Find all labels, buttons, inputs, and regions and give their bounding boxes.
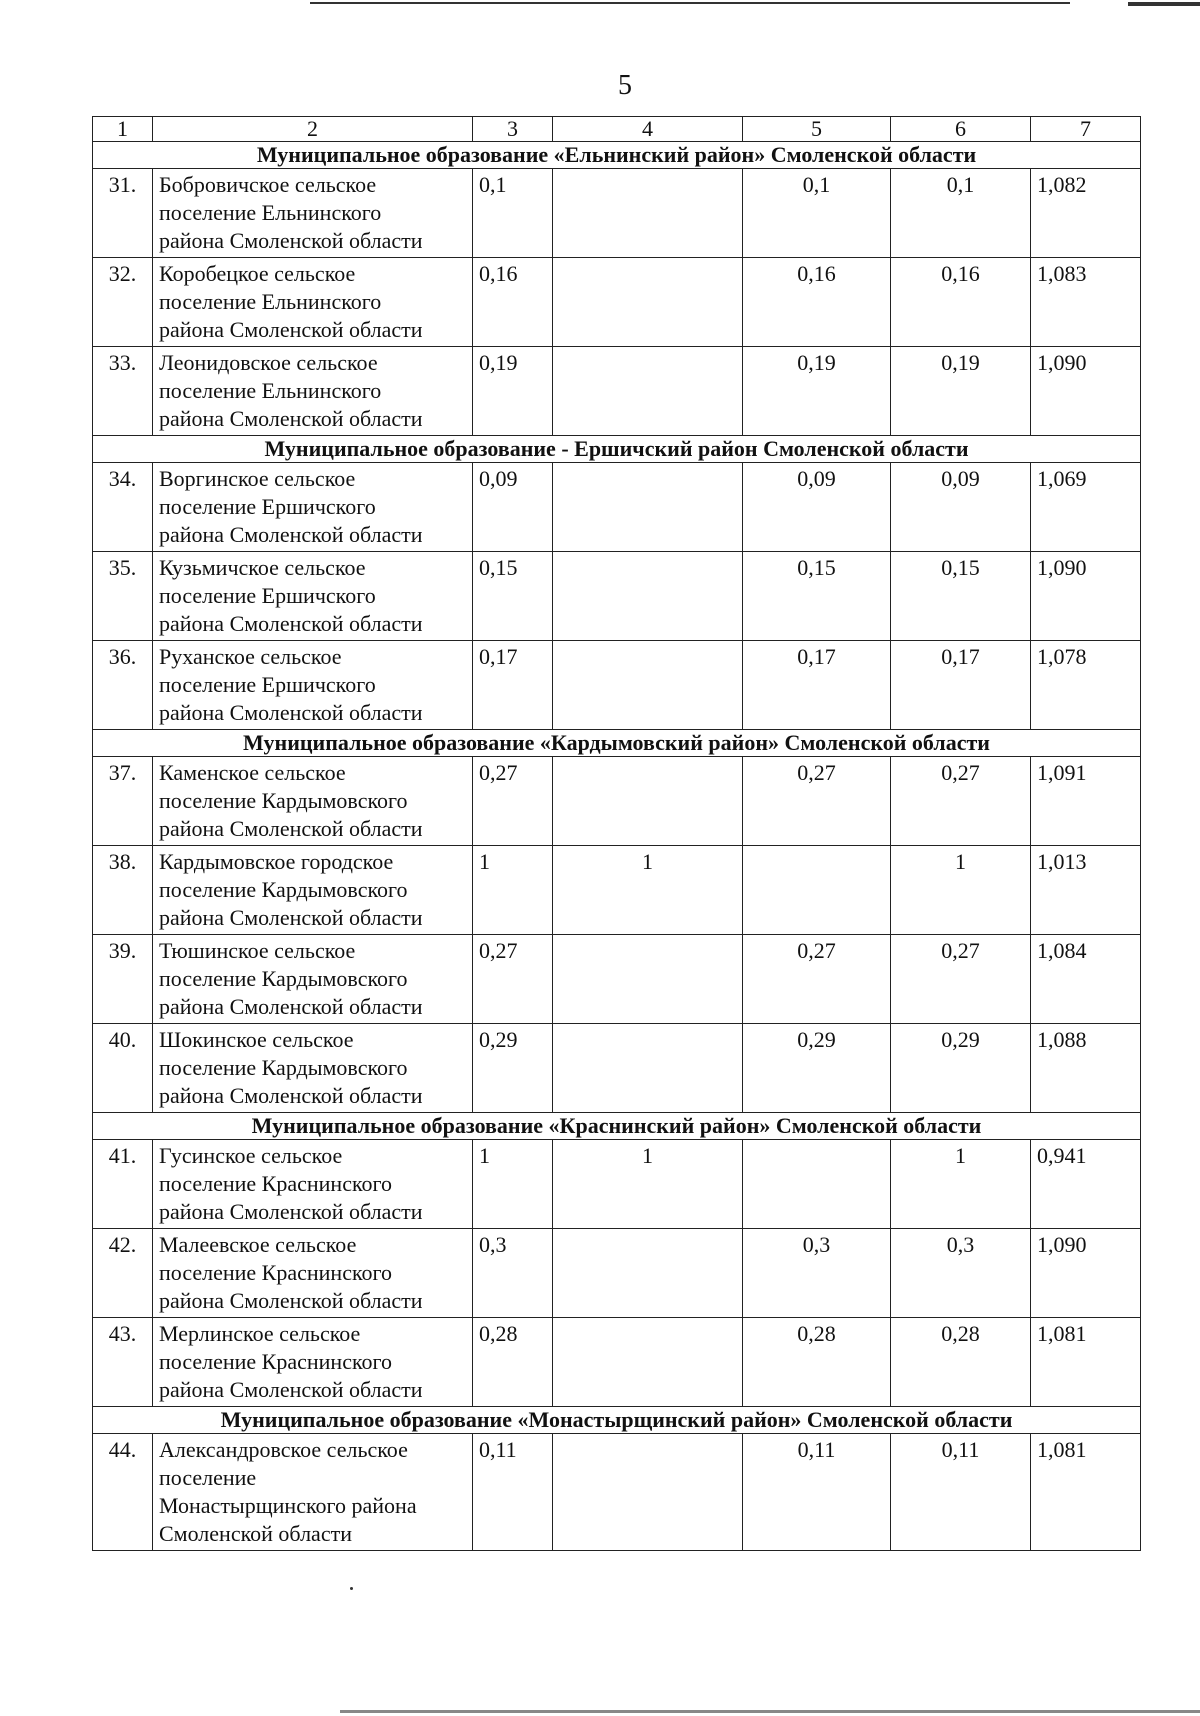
coefficient-col-7: 1,078 bbox=[1031, 641, 1141, 730]
settlement-name-line: поселение Ельнинского bbox=[159, 200, 382, 225]
settlement-name-line: Кузьмичское сельское bbox=[159, 555, 366, 580]
value-col-4 bbox=[553, 552, 743, 641]
settlement-name-line: Шокинское сельское bbox=[159, 1027, 354, 1052]
value-col-3: 0,09 bbox=[473, 463, 553, 552]
settlement-name bbox=[153, 935, 473, 1024]
settlement-name-line: района Смоленской области bbox=[159, 816, 423, 841]
table-row bbox=[93, 552, 1141, 641]
section-title: Муниципальное образование - Ершичский район Смоленской области bbox=[93, 436, 1141, 463]
section-header-row bbox=[93, 142, 1141, 169]
column-header: 3 bbox=[473, 117, 553, 142]
section-title: Муниципальное образование «Кардымовский район» Смоленской области bbox=[93, 730, 1141, 757]
settlement-name-line: Коробецкое сельское bbox=[159, 261, 356, 286]
settlement-name-line: района Смоленской области bbox=[159, 522, 423, 547]
coefficient-col-7: 0,941 bbox=[1031, 1140, 1141, 1229]
value-col-6: 0,28 bbox=[891, 1318, 1031, 1407]
settlement-name-line: Воргинское сельское bbox=[159, 466, 356, 491]
settlement-name-line: Монастырщинского района bbox=[159, 1493, 417, 1518]
settlement-name-line: района Смоленской области bbox=[159, 1288, 423, 1313]
column-header: 6 bbox=[891, 117, 1031, 142]
settlement-name bbox=[153, 1318, 473, 1407]
value-col-3: 0,27 bbox=[473, 757, 553, 846]
table-row bbox=[93, 641, 1141, 730]
section-header-row bbox=[93, 1113, 1141, 1140]
value-col-3: 0,1 bbox=[473, 169, 553, 258]
settlement-name-line: района Смоленской области bbox=[159, 700, 423, 725]
column-header: 7 bbox=[1031, 117, 1141, 142]
settlement-name-line: поселение Ершичского bbox=[159, 494, 376, 519]
value-col-5: 0,27 bbox=[743, 757, 891, 846]
coefficient-col-7: 1,081 bbox=[1031, 1318, 1141, 1407]
coefficient-col-7: 1,084 bbox=[1031, 935, 1141, 1024]
table-row bbox=[93, 935, 1141, 1024]
settlement-name-line: поселение Ельнинского bbox=[159, 378, 382, 403]
settlement-name-line: Бобровичское сельское bbox=[159, 172, 377, 197]
row-number: 40. bbox=[93, 1024, 153, 1113]
row-number: 32. bbox=[93, 258, 153, 347]
value-col-3: 0,3 bbox=[473, 1229, 553, 1318]
settlement-name-line: Гусинское сельское bbox=[159, 1143, 343, 1168]
coefficient-col-7: 1,090 bbox=[1031, 552, 1141, 641]
value-col-5: 0,28 bbox=[743, 1318, 891, 1407]
value-col-4 bbox=[553, 1318, 743, 1407]
value-col-6: 0,27 bbox=[891, 935, 1031, 1024]
settlement-name-line: района Смоленской области bbox=[159, 611, 423, 636]
value-col-6: 0,1 bbox=[891, 169, 1031, 258]
value-col-5: 0,3 bbox=[743, 1229, 891, 1318]
coefficient-col-7: 1,090 bbox=[1031, 347, 1141, 436]
settlement-name-line: Смоленской области bbox=[159, 1521, 352, 1546]
settlement-name bbox=[153, 258, 473, 347]
table-row bbox=[93, 1140, 1141, 1229]
settlement-name bbox=[153, 1024, 473, 1113]
row-number: 43. bbox=[93, 1318, 153, 1407]
table-row bbox=[93, 258, 1141, 347]
coefficient-col-7: 1,091 bbox=[1031, 757, 1141, 846]
value-col-4 bbox=[553, 1229, 743, 1318]
section-title: Муниципальное образование «Краснинский район» Смоленской области bbox=[93, 1113, 1141, 1140]
settlement-name bbox=[153, 463, 473, 552]
scan-speck bbox=[350, 1587, 353, 1590]
section-header-row bbox=[93, 730, 1141, 757]
value-col-5: 0,17 bbox=[743, 641, 891, 730]
value-col-6: 0,16 bbox=[891, 258, 1031, 347]
settlement-name-line: района Смоленской области bbox=[159, 994, 423, 1019]
allocation-table bbox=[92, 116, 1141, 1551]
settlement-name bbox=[153, 1140, 473, 1229]
settlement-name-line: поселение Кардымовского bbox=[159, 1055, 408, 1080]
value-col-4 bbox=[553, 757, 743, 846]
settlement-name-line: Кардымовское городское bbox=[159, 849, 394, 874]
value-col-5 bbox=[743, 1140, 891, 1229]
value-col-5: 0,27 bbox=[743, 935, 891, 1024]
settlement-name bbox=[153, 757, 473, 846]
section-title: Муниципальное образование «Ельнинский район» Смоленской области bbox=[93, 142, 1141, 169]
settlement-name-line: Александровское сельское bbox=[159, 1437, 408, 1462]
row-number: 31. bbox=[93, 169, 153, 258]
row-number: 34. bbox=[93, 463, 153, 552]
value-col-5: 0,15 bbox=[743, 552, 891, 641]
settlement-name-line: района Смоленской области bbox=[159, 1377, 423, 1402]
table-row bbox=[93, 846, 1141, 935]
settlement-name-line: района Смоленской области bbox=[159, 1083, 423, 1108]
settlement-name-line: поселение Краснинского bbox=[159, 1171, 393, 1196]
value-col-3: 0,17 bbox=[473, 641, 553, 730]
table-row bbox=[93, 347, 1141, 436]
column-header: 4 bbox=[553, 117, 743, 142]
scan-artifact-top-line bbox=[310, 2, 1070, 4]
table-row bbox=[93, 757, 1141, 846]
settlement-name-line: района Смоленской области bbox=[159, 317, 423, 342]
settlement-name-line: поселение Краснинского bbox=[159, 1260, 393, 1285]
row-number: 42. bbox=[93, 1229, 153, 1318]
settlement-name-line: поселение Кардымовского bbox=[159, 788, 408, 813]
settlement-name bbox=[153, 641, 473, 730]
value-col-6: 0,15 bbox=[891, 552, 1031, 641]
value-col-6: 0,09 bbox=[891, 463, 1031, 552]
coefficient-col-7: 1,013 bbox=[1031, 846, 1141, 935]
coefficient-col-7: 1,088 bbox=[1031, 1024, 1141, 1113]
value-col-5: 0,19 bbox=[743, 347, 891, 436]
settlement-name-line: поселение Ершичского bbox=[159, 583, 376, 608]
settlement-name-line: района Смоленской области bbox=[159, 228, 423, 253]
value-col-4 bbox=[553, 641, 743, 730]
settlement-name-line: Руханское сельское bbox=[159, 644, 342, 669]
settlement-name-line: поселение Ершичского bbox=[159, 672, 376, 697]
coefficient-col-7: 1,081 bbox=[1031, 1434, 1141, 1551]
value-col-3: 0,27 bbox=[473, 935, 553, 1024]
table-row bbox=[93, 1024, 1141, 1113]
value-col-3: 0,19 bbox=[473, 347, 553, 436]
table-row bbox=[93, 463, 1141, 552]
value-col-6: 0,17 bbox=[891, 641, 1031, 730]
settlement-name-line: поселение Кардымовского bbox=[159, 966, 408, 991]
page-number: 5 bbox=[618, 70, 632, 101]
row-number: 41. bbox=[93, 1140, 153, 1229]
value-col-5: 0,11 bbox=[743, 1434, 891, 1551]
settlement-name-line: района Смоленской области bbox=[159, 1199, 423, 1224]
section-header-row bbox=[93, 1407, 1141, 1434]
value-col-3: 1 bbox=[473, 1140, 553, 1229]
settlement-name-line: района Смоленской области bbox=[159, 905, 423, 930]
value-col-4 bbox=[553, 347, 743, 436]
row-number: 39. bbox=[93, 935, 153, 1024]
settlement-name-line: Каменское сельское bbox=[159, 760, 346, 785]
column-header: 1 bbox=[93, 117, 153, 142]
value-col-3: 0,28 bbox=[473, 1318, 553, 1407]
value-col-6: 0,19 bbox=[891, 347, 1031, 436]
value-col-4 bbox=[553, 169, 743, 258]
coefficient-col-7: 1,069 bbox=[1031, 463, 1141, 552]
settlement-name bbox=[153, 347, 473, 436]
value-col-5: 0,09 bbox=[743, 463, 891, 552]
value-col-3: 0,29 bbox=[473, 1024, 553, 1113]
settlement-name bbox=[153, 552, 473, 641]
row-number: 44. bbox=[93, 1434, 153, 1551]
value-col-3: 1 bbox=[473, 846, 553, 935]
table-row bbox=[93, 1229, 1141, 1318]
row-number: 38. bbox=[93, 846, 153, 935]
scan-artifact-top-right-line bbox=[1128, 2, 1200, 6]
table-row bbox=[93, 1318, 1141, 1407]
settlement-name bbox=[153, 1434, 473, 1551]
settlement-name-line: поселение Краснинского bbox=[159, 1349, 393, 1374]
value-col-4: 1 bbox=[553, 1140, 743, 1229]
value-col-4 bbox=[553, 935, 743, 1024]
table-row bbox=[93, 1434, 1141, 1551]
row-number: 33. bbox=[93, 347, 153, 436]
coefficient-col-7: 1,090 bbox=[1031, 1229, 1141, 1318]
coefficient-col-7: 1,083 bbox=[1031, 258, 1141, 347]
value-col-5: 0,29 bbox=[743, 1024, 891, 1113]
scan-artifact-bottom-line bbox=[340, 1710, 1200, 1713]
settlement-name-line: района Смоленской области bbox=[159, 406, 423, 431]
value-col-3: 0,16 bbox=[473, 258, 553, 347]
value-col-5: 0,16 bbox=[743, 258, 891, 347]
settlement-name-line: Малеевское сельское bbox=[159, 1232, 357, 1257]
column-header: 2 bbox=[153, 117, 473, 142]
value-col-5 bbox=[743, 846, 891, 935]
coefficient-col-7: 1,082 bbox=[1031, 169, 1141, 258]
value-col-3: 0,15 bbox=[473, 552, 553, 641]
value-col-3: 0,11 bbox=[473, 1434, 553, 1551]
row-number: 35. bbox=[93, 552, 153, 641]
settlement-name-line: поселение bbox=[159, 1465, 257, 1490]
row-number: 36. bbox=[93, 641, 153, 730]
column-header: 5 bbox=[743, 117, 891, 142]
settlement-name-line: Леонидовское сельское bbox=[159, 350, 378, 375]
section-header-row bbox=[93, 436, 1141, 463]
value-col-4: 1 bbox=[553, 846, 743, 935]
section-title: Муниципальное образование «Монастырщинский район» Смоленской области bbox=[93, 1407, 1141, 1434]
value-col-6: 0,29 bbox=[891, 1024, 1031, 1113]
value-col-6: 0,11 bbox=[891, 1434, 1031, 1551]
value-col-6: 1 bbox=[891, 1140, 1031, 1229]
row-number: 37. bbox=[93, 757, 153, 846]
settlement-name bbox=[153, 169, 473, 258]
value-col-4 bbox=[553, 463, 743, 552]
value-col-5: 0,1 bbox=[743, 169, 891, 258]
settlement-name-line: поселение Кардымовского bbox=[159, 877, 408, 902]
settlement-name-line: поселение Ельнинского bbox=[159, 289, 382, 314]
settlement-name-line: Тюшинское сельское bbox=[159, 938, 356, 963]
settlement-name bbox=[153, 1229, 473, 1318]
value-col-6: 1 bbox=[891, 846, 1031, 935]
value-col-4 bbox=[553, 1024, 743, 1113]
value-col-4 bbox=[553, 258, 743, 347]
settlement-name bbox=[153, 846, 473, 935]
settlement-name-line: Мерлинское сельское bbox=[159, 1321, 361, 1346]
value-col-6: 0,3 bbox=[891, 1229, 1031, 1318]
value-col-4 bbox=[553, 1434, 743, 1551]
column-number-header-row bbox=[93, 117, 1141, 142]
value-col-6: 0,27 bbox=[891, 757, 1031, 846]
table-row bbox=[93, 169, 1141, 258]
